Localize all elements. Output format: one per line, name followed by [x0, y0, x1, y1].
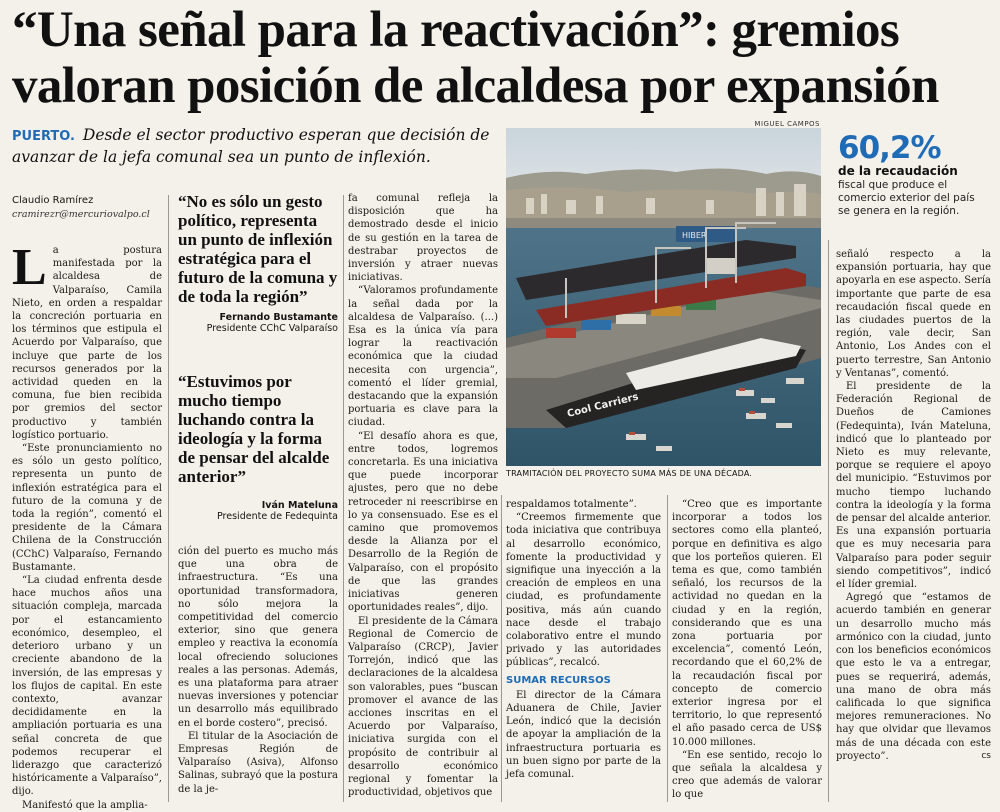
stat-label: fiscal que produce el comercio exterior del país se genera en la región.: [838, 179, 975, 217]
photo-credit: MIGUEL CAMPOS: [754, 120, 820, 128]
column-5: [672, 498, 822, 802]
paragraph: “El desafío ahora es que, entre todos, logremos concretarla. Es una iniciativa que puede incorporar ajustes, pero que no debe retroceder ni reescribirse en lo ya consensuado. Ese es el camino que promovemos desde la Alianza por el Desarrollo de la Región de Valparaíso, con el propósito de que las grandes iniciativas generen oportunidades reales”, dijo.: [348, 430, 498, 614]
paragraph: El titular de la Asociación de Empresas Región de Valparaíso (Asiva), Alfonso Salinas, subrayó que la postura de la je-: [178, 730, 338, 795]
photo-caption: TRAMITACIÓN DEL PROYECTO SUMA MÁS DE UNA DÉCADA.: [506, 469, 753, 478]
column-3: [348, 192, 498, 799]
lead-paragraph: [12, 125, 504, 168]
lead-text: Desde el sector productivo esperan que decisión de avanzar de la jefa comunal sea un punto de inflexión.: [12, 126, 490, 166]
quote-role: Presidente CChC Valparaíso: [206, 323, 338, 334]
paragraph: “Creemos firmemente que toda iniciativa que contribuya al desarrollo económico, fomente la productividad y signifique una inyección a la creación de empleos en una ciudad, es profundamente positiva, más aún cuando nace desde el trabajo colaborativo entre el mundo privado y las autoridades públicas”, recalcó.: [506, 512, 661, 669]
stat-label-bold: de la recaudación: [838, 164, 958, 178]
quote-author: Fernando Bustamante: [219, 312, 338, 323]
drop-cap: L: [12, 239, 47, 296]
paragraph: ción del puerto es mucho más que una obra de infraestructura. “Es una oportunidad transformadora, no sólo mejora la competitividad del comercio exterior, sino que genera empleo y reactiva la economía local ofreciendo soluciones reales a las personas. Además, es una plataforma para atraer nuevas inversiones y potenciar un desarrollo más equilibrado en el borde costero”, precisó.: [178, 546, 338, 729]
author-name: Claudio Ramírez: [12, 195, 94, 206]
column-1: [12, 239, 162, 812]
byline: [12, 194, 162, 222]
paragraph: El presidente de la Cámara Regional de Comercio de Valparaíso (CRCP), Javier Torrejón, indicó que las declaraciones de la alcaldesa son valorables, pues “buscan promover el avance de las acciones inscritas en el Acuerdo por Valparaíso, iniciativa surgida con el propósito de contribuir al desarrollo económico regional y fomentar la productividad, objetivos que: [348, 615, 498, 799]
column-4: [506, 498, 661, 781]
author-email: cramirezr@mercuriovalpo.cl: [12, 209, 150, 220]
paragraph: fa comunal refleja la disposición que ha demostrado desde el inicio de su gestión en la tarea de destrabar proyectos de inversión y atraer nuevas iniciativas.: [348, 193, 498, 284]
column-divider: [828, 240, 829, 802]
paragraph: La postura manifestada por la alcaldesa de Valparaíso, Camila Nieto, en orden a respaldar la concreción portuaria en los términos que estipula el Acuerdo por Valparaíso, que incluye que parte de los recursos generados por la actividad queden en la comuna, fue bien recibida por gremios del sector productivo y también logístico portuario.: [12, 239, 162, 441]
column-6: [836, 248, 991, 763]
section-subhead: SUMAR RECURSOS: [506, 674, 611, 686]
stat-number: 60,2%: [838, 130, 941, 166]
quote-author: Iván Mateluna: [261, 500, 338, 511]
paragraph: señaló respecto a la expansión portuaria, hay que apoyarla en ese aspecto. Sería importante que parte de esa recaudación fiscal quede en las ciudades puertos de la región, vale decir, San Antonio, Los Andes con el puerto terrestre, San Antonio y Ventanas”, comentó.: [836, 249, 991, 379]
column-2: [178, 545, 338, 796]
pull-quote-2: [178, 372, 338, 522]
column-divider: [501, 495, 502, 802]
paragraph: “La ciudad enfrenta desde hace muchos años una situación compleja, marcada por el estancamiento económico, desempleo, el deterioro urbano y un creciente abandono de la inversión, de las empresas y los flujos de capital. En este contexto, avanzar decididamente en la ampliación portuaria es una señal concreta de que podemos recuperar el liderazgo que caracterizó históricamente a Valparaíso”, dijo.: [12, 575, 162, 798]
stat-description: [838, 165, 988, 218]
quote-text: “No es sólo un gesto político, representa un punto de inflexión estratégica para el futuro de la comuna y de toda la región”: [178, 192, 338, 306]
headline: “Una señal para la reactivación”: gremios valoran posición de alcaldesa por expansión: [12, 2, 939, 114]
port-photo: [506, 128, 821, 466]
end-mark-icon: cs: [981, 750, 991, 761]
paragraph: “Valoramos profundamente la señal dada por la alcaldesa de Valparaíso. (...) Esa es la única vía para lograr la reactivación económica que la ciudad necesita con urgencia”, comentó el líder gremial, destacando que la expansión portuaria es clave para la ciudad.: [348, 285, 498, 429]
column-divider: [168, 195, 169, 802]
paragraph: El director de la Cámara Aduanera de Chile, Javier León, indicó que la decisión de apoyar la ampliación de la infraestructura portuaria es un buen signo por parte de la jefa comunal.: [506, 689, 661, 781]
column-divider: [667, 495, 668, 802]
port-image: [506, 128, 821, 466]
paragraph: “Este pronunciamiento no es sólo un gesto político, representa un punto de inflexión estratégica para el futuro de la comuna y de toda la región”, comentó el presidente de la Cámara Chilena de la Construcción (CChC) Valparaíso, Fernando Bustamante.: [12, 443, 162, 573]
paragraph: Agregó que “estamos de acuerdo también en generar un desarrollo mucho más armónico con la ciudad, junto con los beneficios económicos que esto le va a entregar, pues se requerirá, además, una mano de obra más calificada lo que significa mejores remuneraciones. No hay que olvidar que llevamos más de una década con este proyecto”. cs: [836, 592, 991, 762]
paragraph: “Creo que es importante incorporar a todos los sectores como ella planteó, porque en definitiva es algo que los porteños quieren. El tema es que, como también señaló, los recursos de la actividad no quedan en la ciudad y en la región, considerando que es una zona portuaria por excelencia”, comentó León, recordando que el 60,2% de la recaudación fiscal por concepto de comercio exterior ingresa por el territorio, lo que representó el año pasado cerca de US$ 10.000 millones.: [672, 499, 822, 748]
ship-lettering: Cool Carriers: [566, 391, 640, 420]
paragraph: respaldamos totalmente”.: [506, 499, 637, 510]
paragraph: El presidente de la Federación Regional de Dueños de Camiones (Fedequinta), Iván Mateluna, indicó que lo planteado por Nieto es muy relevante, porque se requiere el apoyo del municipio. “Estuvimos por mucho tiempo luchando contra la ideología y la forma de pensar del alcalde anterior. Es una expansión portuaria que es muy necesaria para Valparaíso para poder seguir siendo competitivos”, indicó el líder gremial.: [836, 381, 991, 591]
pull-quote-1: [178, 192, 338, 334]
kicker: PUERTO.: [12, 129, 75, 144]
paragraph: Manifestó que la amplia-: [22, 799, 148, 811]
quote-text: “Estuvimos por mucho tiempo luchando contra la ideología y la forma de pensar del alcalde anterior”: [178, 372, 330, 486]
quote-role: Presidente de Fedequinta: [217, 511, 338, 522]
column-divider: [343, 195, 344, 802]
paragraph: “En ese sentido, recojo lo que señala la alcaldesa y creo que además de valorar lo que: [672, 749, 822, 801]
svg-text:HIBER: HIBER: [682, 231, 707, 240]
